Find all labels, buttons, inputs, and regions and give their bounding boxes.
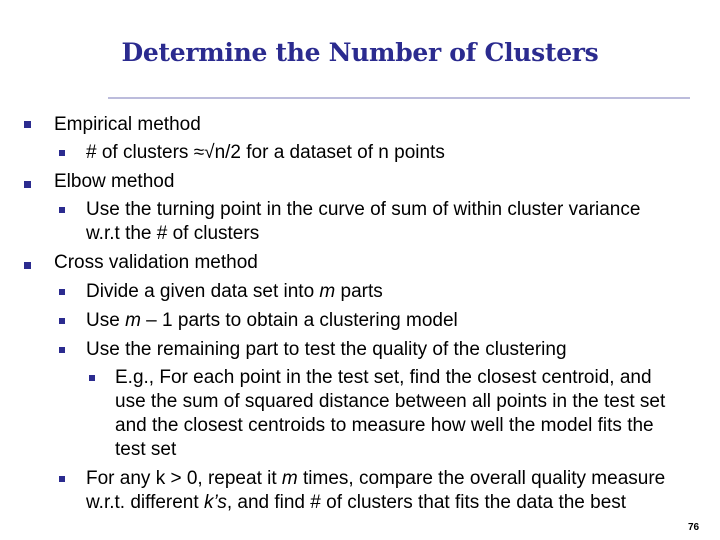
bullet-square-icon xyxy=(59,347,65,353)
bullet-empirical: Empirical method xyxy=(54,114,201,135)
bullet-square-icon xyxy=(59,150,65,156)
sub-sub-bullet-eg-line1: E.g., For each point in the test set, find the closest centroid, and xyxy=(115,367,652,388)
bullet-square-icon xyxy=(59,318,65,324)
bullet-square-icon xyxy=(24,262,31,269)
sub-sub-bullet-eg-line4: test set xyxy=(115,439,177,460)
sub-bullet-use-m: Use m – 1 parts to obtain a clustering model xyxy=(86,310,458,331)
sub-bullet-remaining: Use the remaining part to test the quality of the clustering xyxy=(86,339,567,360)
slide-title: Determine the Number of Clusters xyxy=(121,38,599,67)
sub-bullet-elbow-line1: Use the turning point in the curve of sum of within cluster variance xyxy=(86,199,641,220)
sub-sub-bullet-eg-line2: use the sum of squared distance between all points in the test set xyxy=(115,391,666,412)
sub-bullet-repeat-line1: For any k > 0, repeat it m times, compare the overall quality measure xyxy=(86,468,666,489)
sub-bullet-elbow-line2: w.r.t the # of clusters xyxy=(86,223,260,244)
bullet-elbow: Elbow method xyxy=(54,171,175,192)
sub-bullet-repeat-line2: w.r.t. different k’s, and find # of clusters that fits the data the best xyxy=(86,492,627,513)
bullet-cross-validation: Cross validation method xyxy=(54,252,258,273)
bullet-square-icon xyxy=(89,375,95,381)
bullet-square-icon xyxy=(24,181,31,188)
bullet-square-icon xyxy=(24,121,31,128)
page-number: 76 xyxy=(688,522,700,533)
bullet-square-icon xyxy=(59,207,65,213)
bullet-square-icon xyxy=(59,476,65,482)
sub-bullet-empirical-rule: # of clusters ≈√n/2 for a dataset of n points xyxy=(86,142,445,163)
sub-sub-bullet-eg-line3: and the closest centroids to measure how well the model fits the xyxy=(115,415,654,436)
title-divider xyxy=(108,97,690,99)
sub-bullet-divide: Divide a given data set into m parts xyxy=(86,281,383,302)
bullet-square-icon xyxy=(59,289,65,295)
